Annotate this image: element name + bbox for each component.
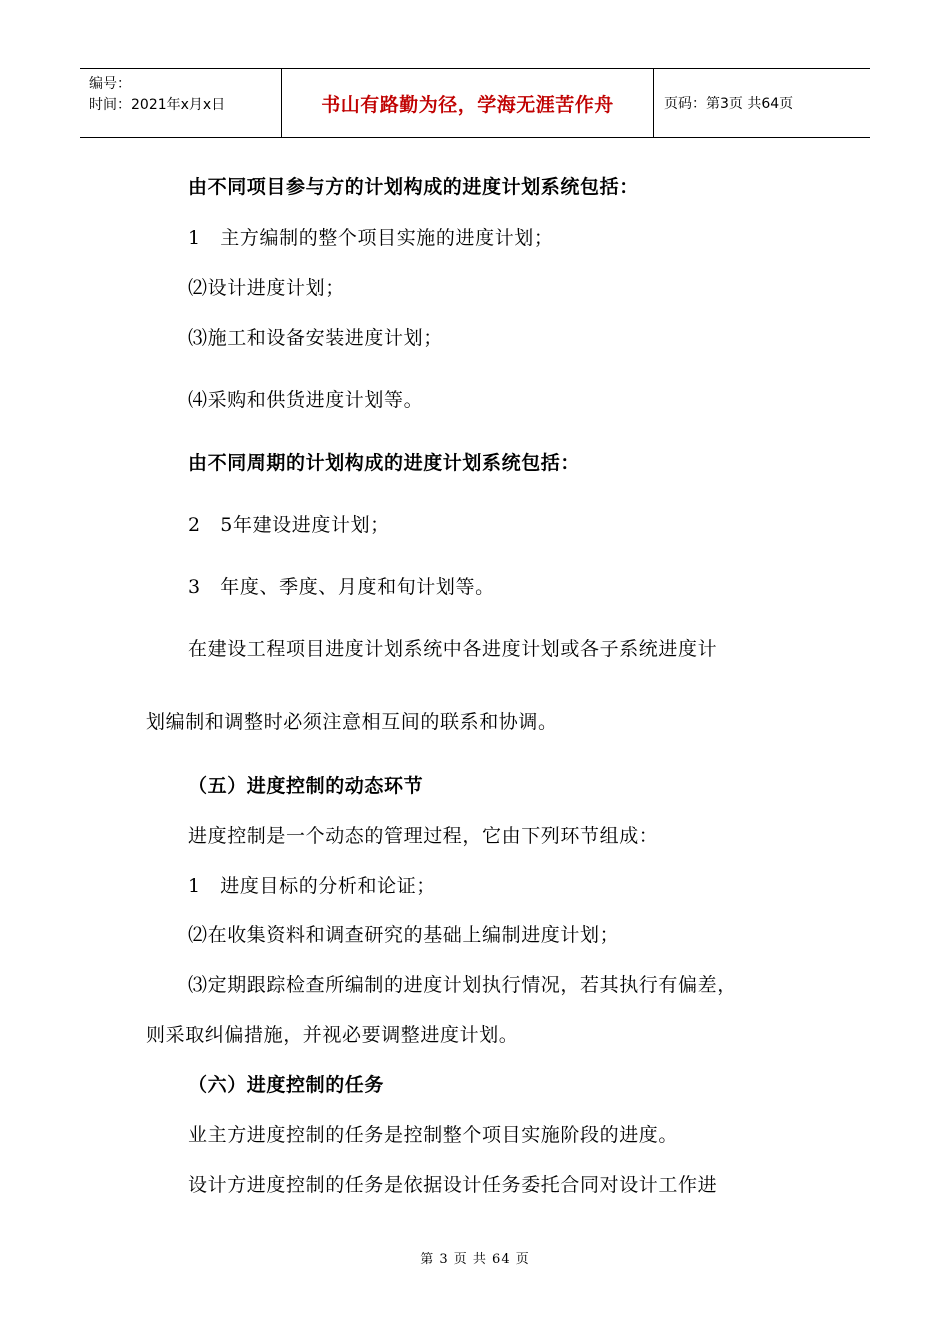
paragraph-line: 划编制和调整时必须注意相互间的联系和协调。 — [146, 711, 558, 733]
list-item: 1 主方编制的整个项目实施的进度计划； — [188, 227, 554, 249]
heading-participant-plans: 由不同项目参与方的计划构成的进度计划系统包括： — [188, 176, 639, 198]
header-page-info: 页码：第3页 共64页 — [664, 96, 794, 112]
document-number-label: 编号： — [89, 76, 131, 92]
document-time-label: 时间：2021年x月x日 — [89, 97, 226, 113]
heading-period-plans: 由不同周期的计划构成的进度计划系统包括： — [188, 452, 581, 474]
section-heading-six: （六）进度控制的任务 — [188, 1074, 385, 1096]
section-heading-five: （五）进度控制的动态环节 — [188, 775, 424, 797]
paragraph-line: 业主方进度控制的任务是控制整个项目实施阶段的进度。 — [188, 1124, 679, 1146]
paragraph-line: 则采取纠偏措施，并视必要调整进度计划。 — [146, 1024, 519, 1046]
list-item: ⑷采购和供货进度计划等。 — [188, 389, 424, 411]
page-footer: 第 3 页 共 64 页 — [420, 1252, 530, 1267]
paragraph-line: 设计方进度控制的任务是依据设计任务委托合同对设计工作进 — [188, 1174, 718, 1196]
paragraph-line: 在建设工程项目进度计划系统中各进度计划或各子系统进度计 — [188, 638, 718, 660]
list-item: ⑶施工和设备安装进度计划； — [188, 327, 443, 349]
list-item: ⑵设计进度计划； — [188, 277, 345, 299]
paragraph-line: 进度控制是一个动态的管理过程，它由下列环节组成： — [188, 825, 659, 847]
list-item: ⑵在收集资料和调查研究的基础上编制进度计划； — [188, 924, 620, 946]
list-item: ⑶定期跟踪检查所编制的进度计划执行情况，若其执行有偏差， — [188, 974, 737, 996]
list-item: 2 5年建设进度计划； — [188, 514, 390, 536]
list-item: 3 年度、季度、月度和旬计划等。 — [188, 576, 495, 598]
header-meta — [80, 69, 282, 137]
header-motto: 书山有路勤为径，学海无涯苦作舟 — [282, 69, 654, 137]
list-item: 1 进度目标的分析和论证； — [188, 875, 436, 897]
document-header — [80, 68, 870, 138]
